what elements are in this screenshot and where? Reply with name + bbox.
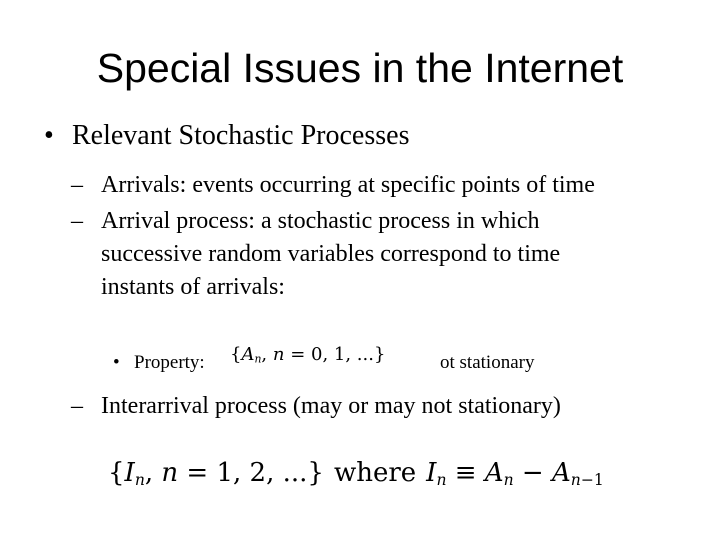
sub-bullet-arrivals [71, 169, 711, 202]
sub-bullet-line-3: instants of arrivals: [101, 274, 285, 300]
sub-bullet-interarrival [71, 390, 711, 423]
sub-bullet-arrivals-text: Arrivals: events occurring at specific points of time [101, 172, 595, 198]
slide-title: Special Issues in the Internet [96, 45, 624, 91]
formula-where: where [333, 458, 417, 488]
interarrival-formula: {$I_n$, n = 1, 2, ...} where $I_n \equiv A_n - A_{n-1}$ [108, 458, 604, 489]
property-tail: ot stationary [440, 352, 535, 373]
main-bullet [44, 118, 409, 154]
dash-glyph: – [71, 172, 83, 198]
dash-glyph: – [71, 393, 83, 419]
arrival-set-formula: {$A_n$, n = 0, 1, ...} [228, 342, 387, 373]
sub-bullet-arrival-process [71, 205, 711, 305]
dash-glyph: – [71, 208, 83, 234]
sub-bullet-interarrival-text: Interarrival process (may or may not stationary) [101, 393, 561, 419]
sub-bullet-line-1: Arrival process: a stochastic process in which [101, 208, 540, 234]
sub-bullet-line-2: successive random variables correspond to time [101, 241, 561, 267]
bullet-dot: • [113, 352, 120, 373]
property-bullet [113, 350, 205, 376]
bullet-dot: • [44, 120, 54, 151]
main-bullet-text: Relevant Stochastic Processes [72, 120, 410, 151]
property-label: Property: [134, 352, 205, 373]
